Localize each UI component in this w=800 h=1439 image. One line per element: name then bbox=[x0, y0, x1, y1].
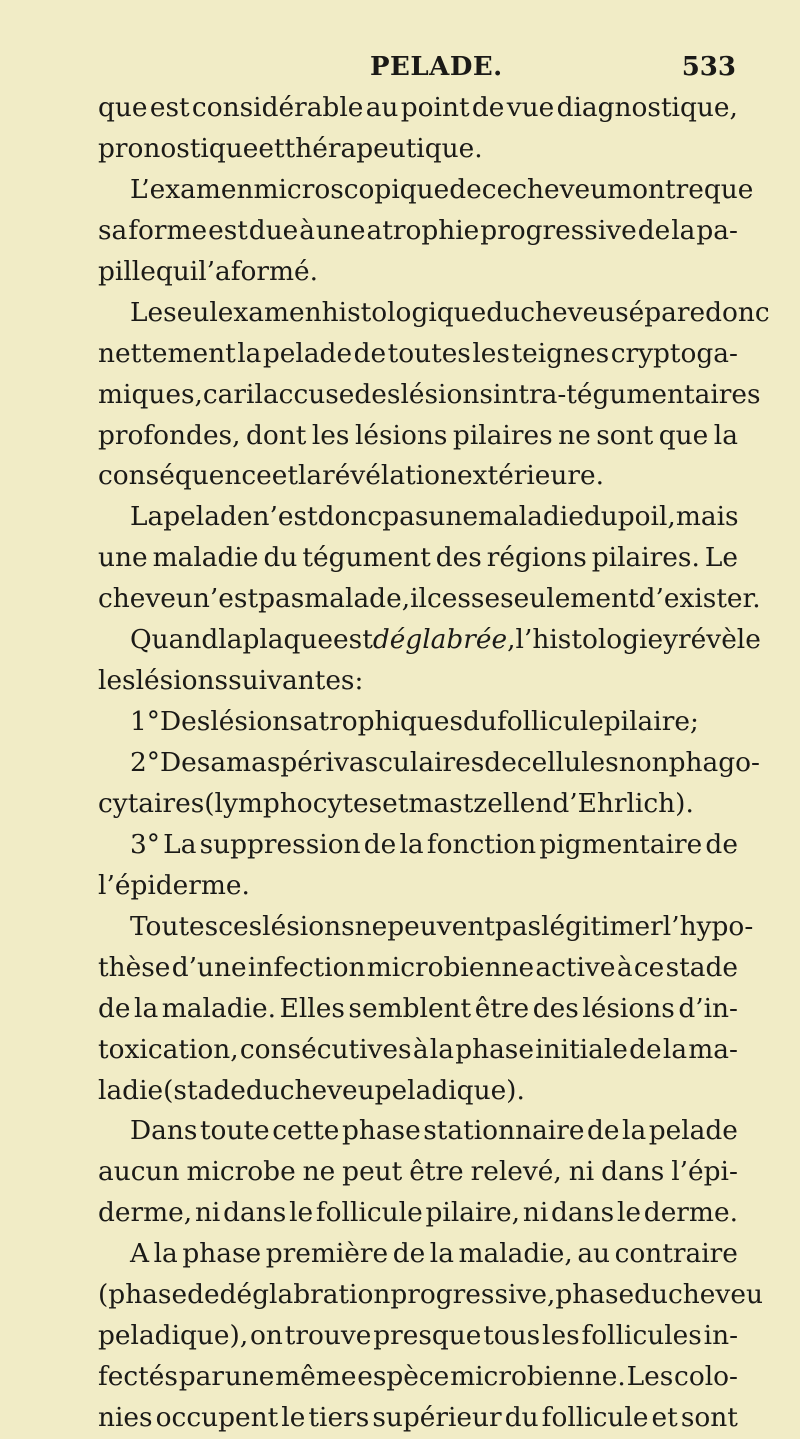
text-line: nies occupent le tiers supérieur du follicule et sont bbox=[98, 1402, 738, 1433]
text-line: 3° La suppression de la fonction pigmentaire de bbox=[130, 828, 738, 860]
text-line: 1° Des lésions atrophiques du follicule pilaire ; bbox=[130, 706, 699, 738]
text-line: Toutes ces lésions ne peuvent pas légitimer l’hypo- bbox=[130, 910, 754, 942]
text-line: cheveu n’est pas malade, il cesse seulement d’exister. bbox=[98, 583, 761, 615]
text-line: conséquence et la révélation extérieure. bbox=[98, 460, 605, 492]
text-line: que est considérable au point de vue diagnostique, bbox=[98, 92, 738, 123]
text-line: aucun microbe ne peut être relevé, ni dans l’épi- bbox=[98, 1156, 738, 1188]
text-line: thèse d’une infection microbienne active à ce stade bbox=[98, 951, 738, 983]
text-line: L’examen microscopique de ce cheveu montre que bbox=[130, 173, 754, 205]
text-line: fectés par une même espèce microbienne. Les colo- bbox=[98, 1361, 738, 1393]
text-line: les lésions suivantes : bbox=[98, 665, 364, 697]
text-line: sa forme est due à une atrophie progressive de la pa- bbox=[98, 214, 738, 246]
text-line: miques, car il accuse des lésions intra-tégumentaires bbox=[98, 378, 761, 410]
text-line: (phase de déglabration progressive, phase du cheveu bbox=[98, 1279, 763, 1311]
text-line: ladie (stade du cheveu peladique). bbox=[98, 1074, 525, 1106]
body-text bbox=[98, 88, 770, 1439]
text-line: une maladie du tégument des régions pilaires. Le bbox=[98, 542, 738, 574]
text-line: Dans toute cette phase stationnaire de la pelade bbox=[130, 1115, 738, 1147]
running-title: PELADE. bbox=[370, 52, 503, 82]
text-line: l’épiderme. bbox=[98, 869, 250, 901]
text-line: de la maladie. Elles semblent être des lésions d’in- bbox=[98, 992, 738, 1024]
page-number: 533 bbox=[681, 52, 736, 82]
text-line: derme, ni dans le follicule pilaire, ni dans le derme. bbox=[98, 1197, 738, 1229]
text-line: cytaires (lymphocytes et mastzellen d’Ehrlich). bbox=[98, 787, 694, 819]
text-line: Quand la plaque est déglabrée , l’histologie y révèle bbox=[130, 624, 761, 656]
text-line: profondes, dont les lésions pilaires ne sont que la bbox=[98, 419, 738, 451]
text-line: La pelade n’est donc pas une maladie du poil, mais bbox=[130, 501, 739, 533]
text-line: toxication, consécutives à la phase initiale de la ma- bbox=[98, 1033, 738, 1065]
text-line: 2° Des amas périvasculaires de cellules non phago- bbox=[130, 747, 760, 778]
text-line: pronostique et thérapeutique. bbox=[98, 132, 483, 164]
running-head bbox=[98, 52, 738, 86]
text-line: A la phase première de la maladie, au contraire bbox=[130, 1238, 738, 1270]
text-line: nettement la pelade de toutes les teignes cryptoga- bbox=[98, 337, 738, 369]
text-line: peladique), on trouve presque tous les follicules in- bbox=[98, 1320, 738, 1352]
text-line: Le seul examen histologique du cheveu sépare donc bbox=[130, 296, 770, 328]
text-line: pille qui l’a formé. bbox=[98, 255, 319, 287]
